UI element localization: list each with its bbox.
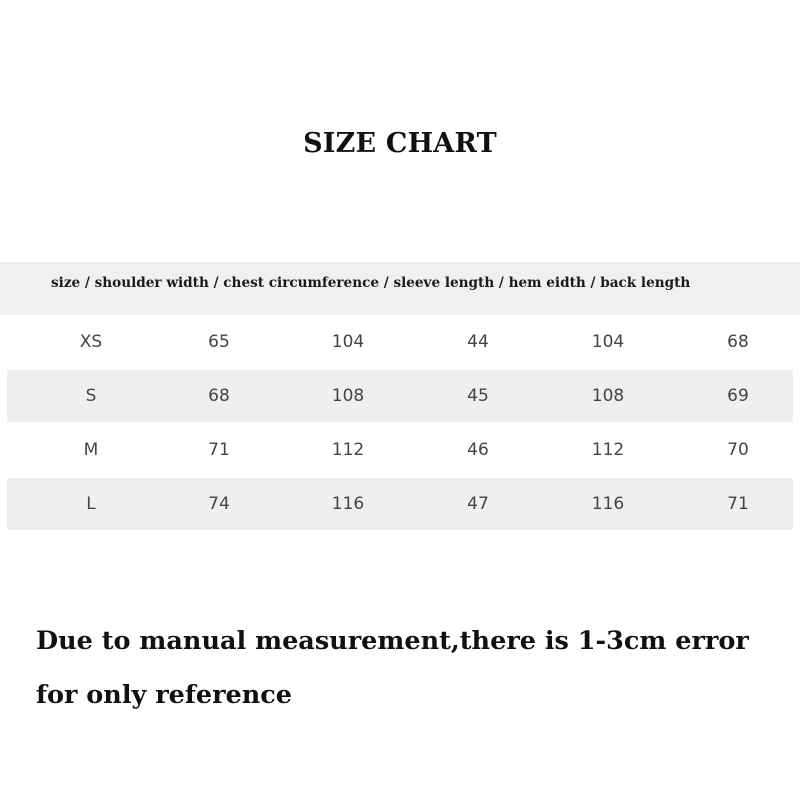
chest-cell: 112	[331, 440, 365, 460]
sleeve-cell: 45	[467, 386, 489, 406]
disclaimer-line-1: Due to manual measurement,there is 1-3cm error	[36, 626, 749, 656]
chest-cell: 104	[331, 332, 365, 352]
size-cell: XS	[79, 332, 103, 352]
table-row	[7, 478, 793, 530]
back-length-cell: 68	[727, 332, 749, 352]
shoulder-width-cell: 65	[208, 332, 230, 352]
size-cell: M	[83, 440, 99, 460]
table-row	[7, 370, 793, 422]
shoulder-width-cell: 68	[208, 386, 230, 406]
size-cell: L	[86, 494, 96, 514]
back-length-cell: 70	[727, 440, 749, 460]
sleeve-cell: 47	[467, 494, 489, 514]
size-cell: S	[85, 386, 97, 406]
back-length-cell: 69	[727, 386, 749, 406]
table-header-label: size / shoulder width / chest circumference / sleeve length / hem eidth / back length	[51, 275, 691, 291]
page-title: SIZE CHART	[303, 128, 497, 159]
sleeve-cell: 46	[467, 440, 489, 460]
hem-cell: 112	[591, 440, 625, 460]
hem-cell: 108	[591, 386, 625, 406]
table-row	[7, 316, 793, 368]
back-length-cell: 71	[727, 494, 749, 514]
shoulder-width-cell: 74	[208, 494, 230, 514]
table-header	[0, 262, 800, 315]
chest-cell: 116	[331, 494, 365, 514]
chest-cell: 108	[331, 386, 365, 406]
hem-cell: 116	[591, 494, 625, 514]
hem-cell: 104	[591, 332, 625, 352]
shoulder-width-cell: 71	[208, 440, 230, 460]
disclaimer-line-2: for only reference	[36, 680, 293, 710]
table-row	[7, 424, 793, 476]
sleeve-cell: 44	[467, 332, 489, 352]
